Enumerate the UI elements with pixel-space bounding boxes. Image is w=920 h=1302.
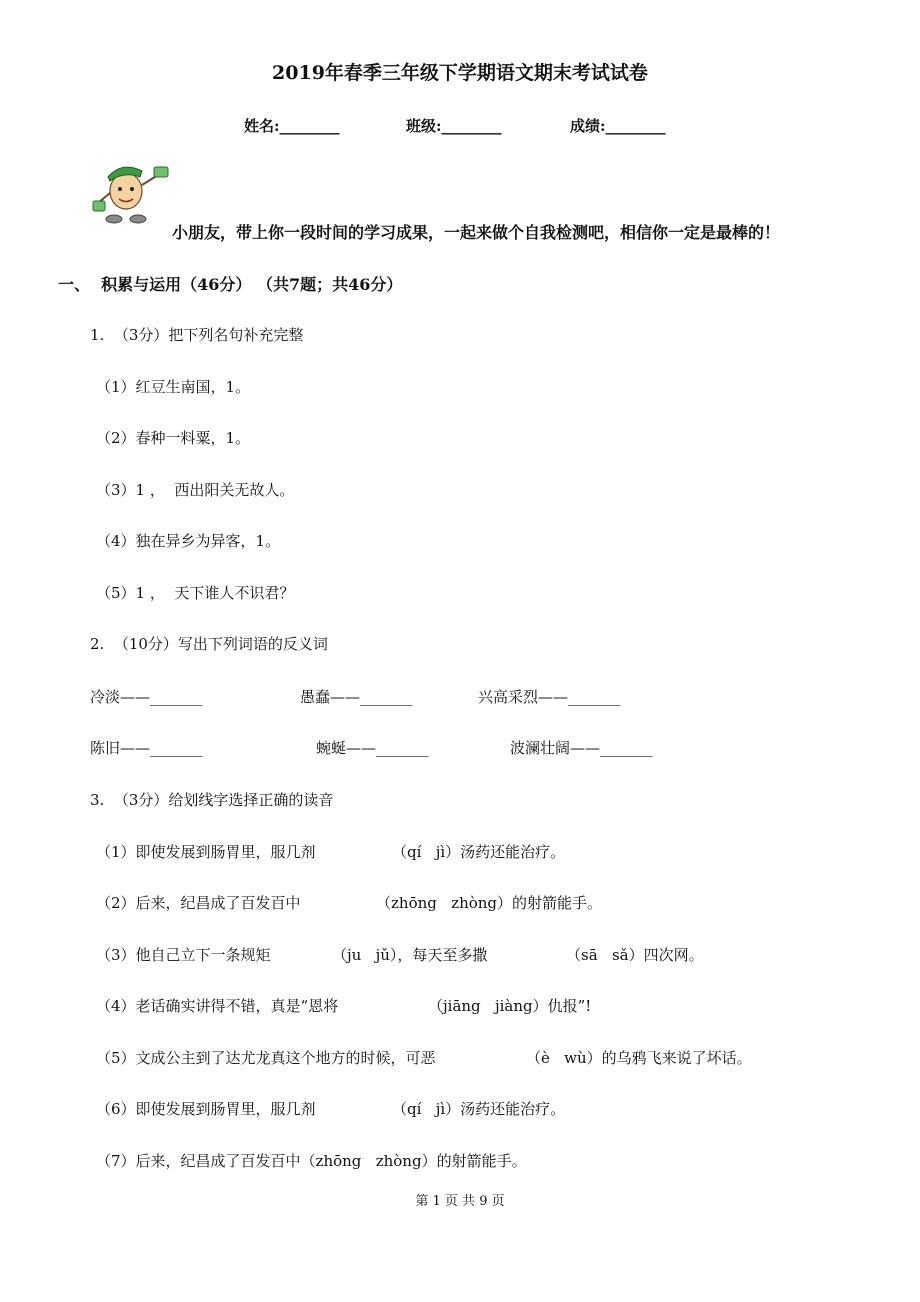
greeting-text: 小朋友，带上你一段时间的学习成果，一起来做个自我检测吧，相信你一定是最棒的！ (172, 223, 781, 242)
antonym-blank: 愚蠢——_______ (300, 688, 413, 706)
antonym-blank: 兴高采烈——_______ (478, 688, 621, 706)
question-1-stem: 1. （3分）把下列名句补充完整 (90, 326, 304, 344)
antonym-blank: 蜿蜒——_______ (316, 739, 429, 757)
question-3-item-text: （5）文成公主到了达尤龙真这个地方的时候，可恶 (96, 1049, 436, 1067)
question-1-item: （1）红豆生南国，1。 (96, 378, 251, 396)
antonym-blank: 陈旧——_______ (90, 739, 203, 757)
score-field: 成绩:________ (570, 117, 666, 135)
exam-title: 2019年春季三年级下学期语文期末考试试卷 (272, 62, 648, 84)
question-1-item: （4）独在异乡为异客，1。 (96, 532, 281, 550)
question-3-item-text: （4）老话确实讲得不错，真是“恩将 (96, 997, 339, 1015)
cartoon-mascot-icon (92, 157, 172, 227)
section-heading: 一、 积累与运用（46分） （共7题；共46分） (58, 275, 403, 294)
antonym-blank: 冷淡——_______ (90, 688, 203, 706)
question-3-stem: 3. （3分）给划线字选择正确的读音 (90, 791, 334, 809)
question-3-item-text: （2）后来，纪昌成了百发百中 (96, 894, 301, 912)
pinyin-options: （zhōng zhòng）的射箭能手。 (376, 894, 603, 912)
question-3-item-text: （3）他自己立下一条规矩 (96, 946, 271, 964)
name-field: 姓名:________ (244, 117, 340, 135)
class-field: 班级:________ (406, 117, 502, 135)
question-1-item: （2）春种一料粟，1。 (96, 429, 251, 447)
question-1-item: （5）1 ， 天下谁人不识君？ (96, 584, 295, 602)
question-3-item-text: （1）即使发展到肠胃里，服几剂 (96, 843, 316, 861)
antonym-blank: 波澜壮阔——_______ (510, 739, 653, 757)
pinyin-options: （sā sǎ）四次网。 (566, 946, 704, 964)
question-2-stem: 2. （10分）写出下列词语的反义词 (90, 635, 328, 653)
pinyin-options: （qí jì）汤药还能治疗。 (392, 1100, 566, 1118)
pinyin-options: （ju jǔ），每天至多撒 (332, 946, 488, 964)
question-1-item: （3）1 ， 西出阳关无故人。 (96, 481, 295, 499)
page-number: 第 1 页 共 9 页 (415, 1194, 505, 1209)
question-3-item-text: （7）后来，纪昌成了百发百中（zhōng zhòng）的射箭能手。 (96, 1152, 527, 1170)
pinyin-options: （qí jì）汤药还能治疗。 (392, 843, 566, 861)
pinyin-options: （jiāng jiàng）仇报”! (428, 997, 592, 1015)
question-3-item-text: （6）即使发展到肠胃里，服几剂 (96, 1100, 316, 1118)
pinyin-options: （è wù）的乌鸦飞来说了坏话。 (526, 1049, 752, 1067)
